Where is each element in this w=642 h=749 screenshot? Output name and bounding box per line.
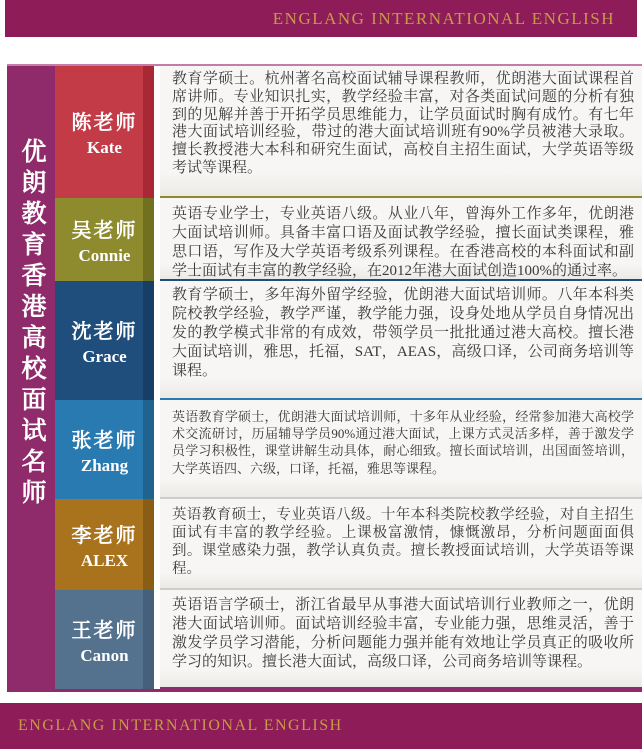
- teacher-row-zhang: [55, 400, 642, 499]
- teacher-name-cn: 沈老师: [71, 320, 138, 343]
- teacher-description: 英语语言学硕士，浙江省最早从事港大面试培训行业教师之一，优朗港大面试培训师。面试培训经验丰富，专业能力强，思维灵活，善于激发学员学习潜能，分析问题能力强并能有效地让学员真正的吸收所学习的知识。擅长港大面试，高级口译，公司商务培训等课程。: [160, 590, 642, 689]
- teacher-description: 英语教育学硕士，优朗港大面试培训师，十多年从业经验，经常参加港大高校学术交流研讨，历届辅导学员90%通过港大面试，上课方式灵活多样，善于激发学员学习积极性，课堂讲解生动具体，耐心细致。擅长面试培训，出国面签培训，大学英语四、六级，口译，托福，雅思等课程。: [160, 400, 642, 499]
- top-brand-bar: [5, 0, 637, 37]
- teacher-name-box: [55, 66, 154, 198]
- name-box-edge-stripe: [143, 281, 154, 400]
- teacher-description: 英语专业学士，专业英语八级。从业八年，曾海外工作多年，优朗港大面试培训师。具备丰富口语及面试教学经验，擅长面试类课程，雅思口语，写作及大学英语考级系列课程。在香港高校的本科面试和副学士面试有丰富的教学经验，在2012年港大面试创造100%的通过率。: [160, 198, 642, 281]
- name-box-edge-stripe: [143, 66, 154, 198]
- teacher-name-cn: 吴老师: [71, 219, 138, 242]
- teacher-name-cn: 王老师: [71, 619, 138, 642]
- teacher-name-en: Zhang: [80, 455, 129, 475]
- teacher-name-box: [55, 281, 154, 400]
- name-box-edge-stripe: [143, 400, 154, 499]
- teacher-name-cn: 张老师: [71, 429, 138, 452]
- teacher-name-cn: 李老师: [71, 524, 138, 547]
- teacher-description: 教育学硕士。杭州著名高校面试辅导课程教师，优朗港大面试课程首席讲师。专业知识扎实，教学经验丰富，对各类面试问题的分析有独到的见解并善于开拓学员思维能力，让学员面试时胸有成竹。有七年港大面试培训经验，带过的港大面试培训班有90%学员被港大录取。擅长教授港大本科和研究生面试，高校自主招生面试，大学英语等级考试等课程。: [160, 66, 642, 198]
- name-box-edge-stripe: [143, 590, 154, 689]
- brand-text-bottom: ENGLANG INTERNATIONAL ENGLISH: [18, 717, 343, 734]
- teacher-name-en: Connie: [78, 245, 131, 265]
- name-box-edge-stripe: [143, 499, 154, 590]
- teacher-name-box: [55, 400, 154, 499]
- content-frame: [7, 64, 642, 692]
- teacher-name-en: ALEX: [80, 550, 129, 570]
- teacher-row-alex: [55, 499, 642, 590]
- teacher-name-en: Canon: [80, 645, 129, 665]
- vertical-title: 优朗教育香港高校面试名师: [18, 138, 45, 510]
- brand-text-top: ENGLANG INTERNATIONAL ENGLISH: [272, 8, 615, 28]
- teacher-row-canon: [55, 590, 642, 689]
- teacher-row-grace: [55, 281, 642, 400]
- teacher-name-en: Kate: [87, 138, 122, 157]
- teacher-name-cn: 陈老师: [71, 112, 138, 134]
- teacher-list: [55, 66, 642, 689]
- bottom-brand-bar: [0, 703, 642, 749]
- teacher-description: 教育学硕士，多年海外留学经验，优朗港大面试培训师。八年本科类院校教学经验，教学严谨，教学能力强，设身处地从学员自身情况出发的教学模式非常的有成效，带领学员一批批通过港大高校。擅长港大面试培训，雅思，托福，SAT，AEAS，高级口译，公司商务培训等课程。: [160, 281, 642, 400]
- teacher-description: 英语教育硕士，专业英语八级。十年本科类院校教学经验，对自主招生面试有丰富的教学经验。上课极富激情，慷慨激昂，分析问题面面俱到。课堂感染力强，教学认真负责。擅长教授面试培训，大学英语等课程。: [160, 499, 642, 590]
- bottom-white-gap: [0, 692, 642, 703]
- teacher-name-box: [55, 499, 154, 590]
- teacher-name-box: [55, 198, 154, 281]
- name-box-edge-stripe: [143, 198, 154, 281]
- sidebar-vertical-title-bar: [7, 66, 55, 689]
- top-white-gap: [0, 37, 642, 64]
- teacher-row-kate: [55, 66, 642, 198]
- teacher-name-en: Grace: [82, 346, 127, 366]
- teacher-name-box: [55, 590, 154, 689]
- teacher-row-connie: [55, 198, 642, 281]
